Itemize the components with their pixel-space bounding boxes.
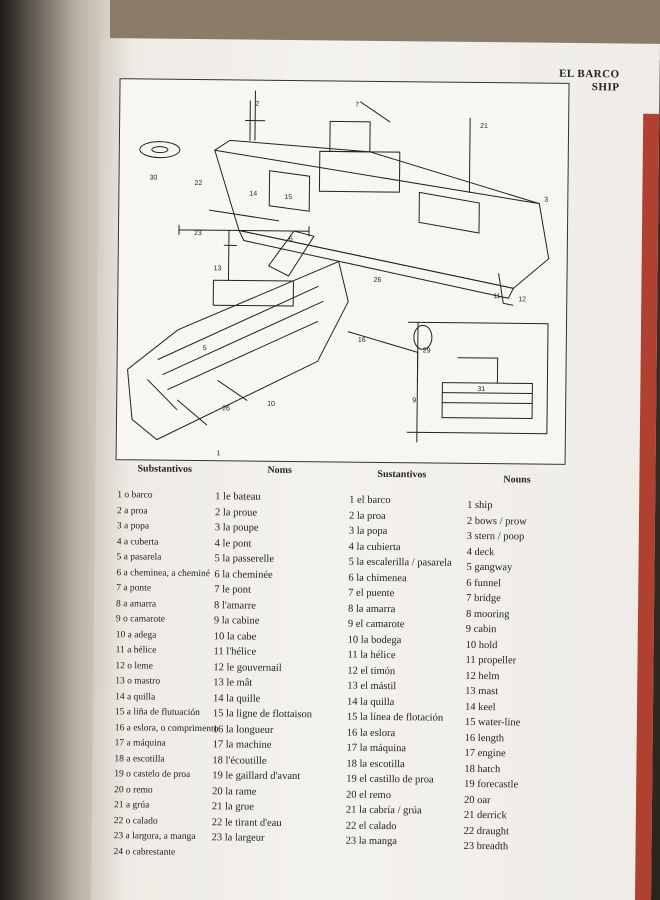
vocab-item: 15 la ligne de flottaison [212, 708, 313, 721]
vocab-item: 4 le pont [214, 537, 252, 550]
vocab-item: 17 la machine [212, 739, 272, 751]
vocab-item: 23 breadth [463, 840, 509, 853]
vocab-item: 10 la cabe [213, 630, 257, 643]
figure-label-22: 22 [194, 179, 203, 188]
vocab-item: 22 o calado [113, 815, 158, 827]
vocab-item: 8 l'amarre [214, 599, 256, 612]
vocab-item: 20 o remo [114, 784, 153, 796]
vocab-list-french [212, 489, 336, 847]
vocab-list-portuguese [113, 488, 227, 861]
figure-label-6: 6 [288, 235, 293, 244]
vocab-item: 17 a máquina [114, 738, 166, 749]
vocab-item: 18 a escotilla [114, 753, 165, 765]
vocab-item: 14 keel [464, 701, 496, 713]
vocab-item: 9 cabin [465, 623, 497, 636]
vocab-item: 7 a ponte [116, 583, 152, 594]
figure-label-23: 23 [193, 229, 202, 238]
vocab-item: 19 forecastle [464, 778, 519, 791]
vocab-item: 2 la proue [214, 506, 258, 519]
vocab-item: 7 bridge [466, 592, 501, 605]
vocab-item: 1 el barco [349, 494, 391, 507]
figure-label-2: 2 [255, 100, 260, 108]
vocab-item: 2 la proa [348, 510, 386, 522]
vocab-item: 23 la manga [345, 835, 397, 848]
figure-label-13: 13 [213, 265, 222, 273]
vocab-item: 16 la longueur [212, 723, 274, 736]
vocab-item: 2 a proa [116, 505, 148, 517]
vocab-item: 11 la hélice [347, 649, 396, 662]
vocab-item: 15 water-line [464, 716, 521, 729]
vocab-item: 21 la cabría / grúa [345, 804, 422, 817]
vocab-item: 17 la máquina [346, 742, 407, 755]
vocab-item: 1 o barco [117, 490, 153, 501]
figure-label-26: 26 [373, 276, 382, 284]
vocab-item: 5 a pasarela [116, 552, 162, 563]
heading-french: Noms [267, 464, 292, 477]
vocab-item: 9 la cabine [213, 615, 260, 627]
vocab-item: 6 la chimenea [348, 572, 407, 584]
vocab-item: 14 a quilla [115, 691, 156, 703]
vocab-item: 24 o cabrestante [113, 846, 176, 858]
vocab-item: 6 la cheminée [214, 568, 273, 581]
vocab-item: 13 le mât [213, 677, 253, 689]
vocab-item: 17 engine [464, 747, 506, 760]
vocab-item: 13 mast [465, 685, 499, 698]
page-edge [635, 114, 660, 900]
vocab-item: 1 le bateau [215, 491, 261, 503]
header-title-es: EL BARCO [559, 67, 620, 81]
figure-label-14: 14 [249, 190, 258, 198]
vocab-item: 11 l'hélice [213, 646, 257, 658]
vocab-item: 3 a popa [116, 521, 150, 532]
vocab-list-spanish [346, 493, 470, 851]
vocab-item: 19 el castillo de proa [346, 773, 434, 786]
ship-drawing [117, 79, 569, 464]
vocab-item: 9 el camarote [347, 618, 405, 631]
vocab-item: 21 la grue [211, 801, 255, 813]
figure-label-11: 11 [493, 293, 501, 301]
vocab-item: 13 el mástil [347, 680, 397, 693]
vocab-item: 7 el puente [348, 587, 395, 600]
ship-illustration [116, 78, 570, 465]
figure-label-31: 31 [477, 385, 486, 394]
heading-portuguese: Substantivos [137, 463, 193, 475]
figure-label-16: 16 [357, 336, 366, 344]
vocab-item: 6 funnel [466, 577, 502, 589]
vocab-item: 5 la passerelle [214, 553, 275, 565]
vocab-item: 3 stern / poop [466, 530, 525, 543]
figure-label-26b: 26 [222, 405, 230, 413]
vocab-item: 5 gangway [466, 561, 513, 574]
vocab-item: 12 el timón [347, 665, 396, 677]
vocab-item: 4 deck [466, 546, 495, 558]
vocab-item: 9 o camarote [115, 614, 166, 625]
figure-label-9: 9 [412, 397, 417, 405]
vocab-item: 22 le tirant d'eau [211, 816, 282, 829]
vocab-item: 11 a hélice [115, 645, 157, 656]
vocab-item: 15 a liña de flutuación [114, 707, 200, 719]
figure-label-3: 3 [544, 196, 549, 204]
vocab-item: 15 la línea de flotación [346, 711, 444, 724]
vocab-item: 3 la popa [348, 525, 388, 538]
figure-label-5: 5 [202, 345, 207, 353]
book-page [91, 38, 660, 900]
vocab-item: 19 o castelo de proa [114, 769, 191, 780]
heading-spanish: Sustantivos [377, 468, 427, 481]
figure-label-12: 12 [518, 296, 527, 304]
vocab-item: 21 a grúa [113, 800, 150, 811]
vocab-item: 23 la largeur [211, 832, 265, 844]
figure-label-21: 21 [480, 122, 488, 131]
vocab-item: 4 a cuberta [116, 536, 159, 548]
vocab-item: 10 a adega [115, 629, 157, 641]
vocab-list-english [463, 498, 577, 856]
vocab-item: 21 derrick [463, 809, 507, 822]
vocab-item: 18 l'écoutille [212, 754, 267, 767]
header-title-en: SHIP [591, 81, 620, 94]
figure-label-7: 7 [355, 101, 360, 109]
vocab-item: 12 helm [465, 670, 500, 682]
vocab-item: 12 o leme [115, 660, 153, 672]
vocab-item: 22 el calado [345, 820, 397, 832]
vocab-item: 20 la rame [212, 785, 257, 798]
vocab-item: 10 hold [465, 639, 498, 651]
vocab-item: 14 la quilla [347, 696, 395, 708]
vocab-item: 18 la escotilla [346, 758, 405, 770]
figure-label-10: 10 [267, 400, 276, 408]
heading-english: Nouns [503, 474, 531, 486]
vocab-item: 18 hatch [464, 763, 501, 775]
figure-label-15: 15 [284, 193, 293, 202]
vocab-item: 16 la eslora [346, 727, 396, 739]
vocab-item: 20 oar [463, 794, 491, 806]
vocab-item: 1 ship [467, 499, 493, 512]
vocab-item: 8 a amarra [116, 598, 157, 610]
vocab-item: 8 mooring [465, 608, 510, 620]
vocab-item: 8 la amarra [347, 603, 396, 615]
vocab-item: 2 bows / prow [466, 515, 527, 527]
figure-label-29: 29 [422, 347, 431, 355]
vocab-item: 12 le gouvernail [213, 661, 282, 674]
vocab-item: 7 le pont [214, 584, 252, 596]
vocab-item: 20 el remo [346, 789, 392, 801]
vocab-item: 4 la cubierta [348, 541, 401, 553]
figure-label-30: 30 [149, 174, 158, 182]
figure-label-1: 1 [216, 450, 221, 458]
vocab-item: 13 o mastro [115, 676, 161, 687]
vocab-item: 16 length [464, 732, 505, 744]
vocab-item: 23 a largura, a manga [113, 831, 196, 843]
vocab-item: 19 le gaillard d'avant [212, 770, 301, 783]
vocab-item: 5 la escalerilla / pasarela [348, 556, 452, 569]
vocab-item: 10 la bodega [347, 634, 402, 646]
vocab-item: 22 draught [463, 825, 509, 837]
vocab-item: 14 la quille [213, 692, 261, 705]
vocab-item: 11 propeller [465, 654, 517, 667]
vocab-item: 6 a cheminea, a cheminé [116, 567, 211, 579]
vocab-item: 3 la poupe [214, 522, 259, 534]
vocab-item: 16 a eslora, o comprimento [114, 722, 219, 734]
